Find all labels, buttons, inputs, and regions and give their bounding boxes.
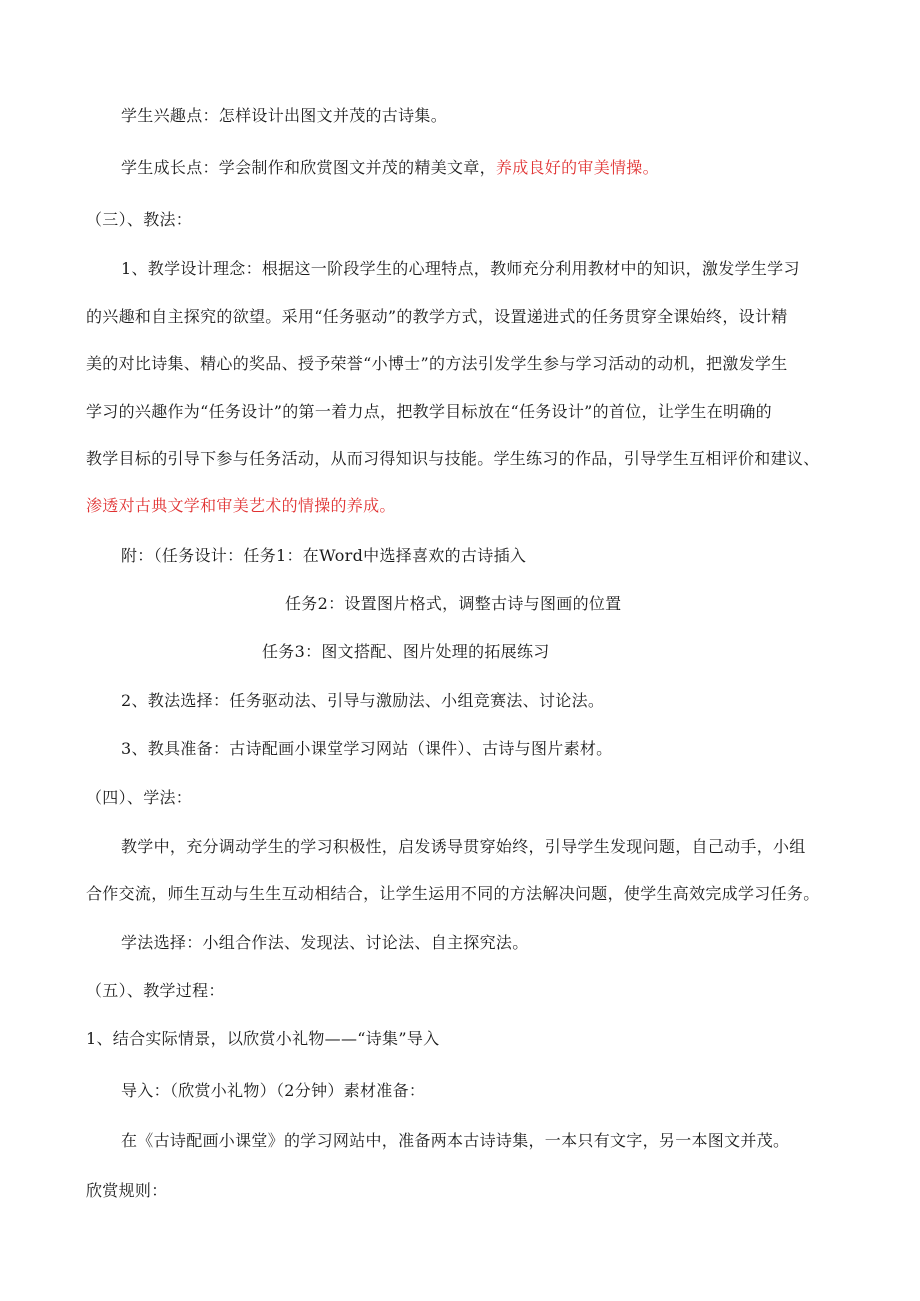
concept-line-5: 教学目标的引导下参与任务活动，从而习得知识与技能。学生练习的作品，引导学生互相评价和建议、 [86, 449, 820, 468]
interest-point: 学生兴趣点：怎样设计出图文并茂的古诗集。 [121, 106, 448, 125]
section-heading-process: （五）、教学过程： [86, 981, 225, 1000]
growth-point-text: 学生成长点：学会制作和欣赏图文并茂的精美文章， [121, 158, 496, 177]
growth-point [121, 157, 659, 179]
growth-point-highlight: 养成良好的审美情操。 [495, 158, 659, 177]
learning-line-1: 教学中，充分调动学生的学习积极性，启发诱导贯穿始终，引导学生发现问题，自己动手，小组 [121, 837, 806, 856]
learning-line-2: 合作交流，师生互动与生生互动相结合，让学生运用不同的方法解决问题，使学生高效完成学习任务。 [86, 884, 820, 903]
section-heading-teaching-method: （三）、教法： [86, 210, 193, 229]
process-intro: 导入：（欣赏小礼物）（2分钟）素材准备： [121, 1081, 426, 1100]
concept-highlight: 渗透对古典文学和审美艺术的情操的养成。 [86, 496, 396, 515]
concept-line-4: 学习的兴趣作为“任务设计”的第一着力点，把教学目标放在“任务设计”的首位，让学生在明确的 [86, 402, 772, 421]
section-heading-learning-method: （四）、学法： [86, 788, 193, 807]
learning-choice: 学法选择：小组合作法、发现法、讨论法、自主探究法。 [121, 933, 529, 952]
task-design-3: 任务3：图文搭配、图片处理的拓展练习 [262, 642, 550, 661]
method-choice: 2、教法选择：任务驱动法、引导与激励法、小组竞赛法、讨论法。 [121, 691, 605, 710]
process-step-1: 1、结合实际情景，以欣赏小礼物——“诗集”导入 [86, 1029, 440, 1048]
task-design-2: 任务2：设置图片格式，调整古诗与图画的位置 [285, 594, 622, 613]
concept-line-2: 的兴趣和自主探究的欲望。采用“任务驱动”的教学方式，设置递进式的任务贯穿全课始终，设计精 [86, 307, 788, 326]
task-design-1: 附：（任务设计：任务1：在Word中选择喜欢的古诗插入 [121, 546, 527, 565]
teaching-tools: 3、教具准备：古诗配画小课堂学习网站（课件）、古诗与图片素材。 [121, 739, 613, 758]
process-rules: 欣赏规则： [86, 1181, 168, 1200]
concept-line-3: 美的对比诗集、精心的奖品、授予荣誉“小博士”的方法引发学生参与学习活动的动机，把激发学生 [86, 354, 788, 373]
concept-line-1: 1、教学设计理念：根据这一阶段学生的心理特点，教师充分利用教材中的知识，激发学生学习 [121, 259, 800, 278]
process-prep: 在《古诗配画小课堂》的学习网站中，准备两本古诗诗集，一本只有文字，另一本图文并茂。 [121, 1131, 790, 1150]
